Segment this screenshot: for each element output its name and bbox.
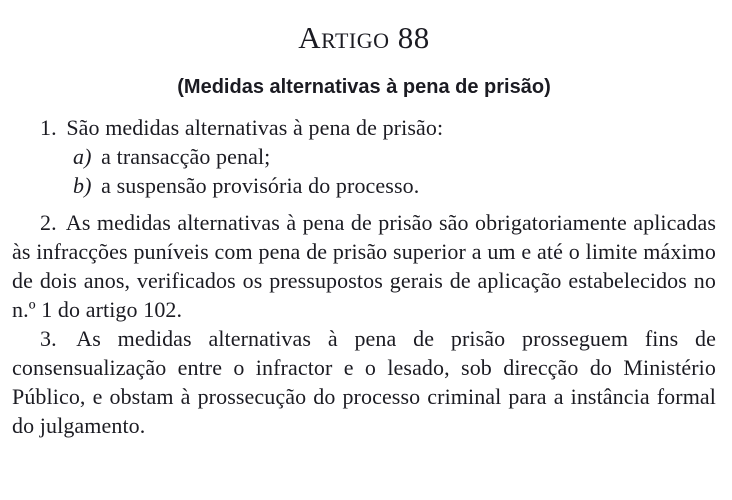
paragraph-1-text: São medidas alternativas à pena de prisão: [66,115,444,140]
alinea-b-text: a suspensão provisória do processo. [101,173,420,198]
paragraph-2-text: As medidas alternativas à pena de prisão são obrigatoriamente aplicadas às infracções puníveis com pena de prisão superior a um e até o limite máximo de dois anos, verificados os pressupostos gerais de aplicação estabelecidos no n.º 1 do artigo 102. [12,210,717,322]
alinea-a-text: a transacção penal; [101,144,271,169]
paragraph-1 [12,113,716,142]
paragraph-1-number: 1. [40,115,57,140]
paragraph-3-text: As medidas alternativas à pena de prisão prosseguem fins de consensualização entre o infractor e o lesado, sob direcção do Ministério Público, e obstam à prossecução do processo criminal para a instância formal do julgamento. [12,326,716,438]
alinea-a-marker: a) [73,144,92,169]
alinea-list [12,142,716,200]
paragraph-3-number: 3. [40,326,57,351]
alinea-b-marker: b) [73,173,92,198]
alinea-item-a [73,142,716,171]
paragraph-2-number: 2. [40,210,57,235]
paragraph-2 [12,208,716,324]
article-subtitle: (Medidas alternativas à pena de prisão) [177,76,551,98]
alinea-item-b [73,171,716,200]
article-title: Artigo 88 [298,20,430,55]
article-body [12,113,716,440]
paragraph-3 [12,324,716,440]
